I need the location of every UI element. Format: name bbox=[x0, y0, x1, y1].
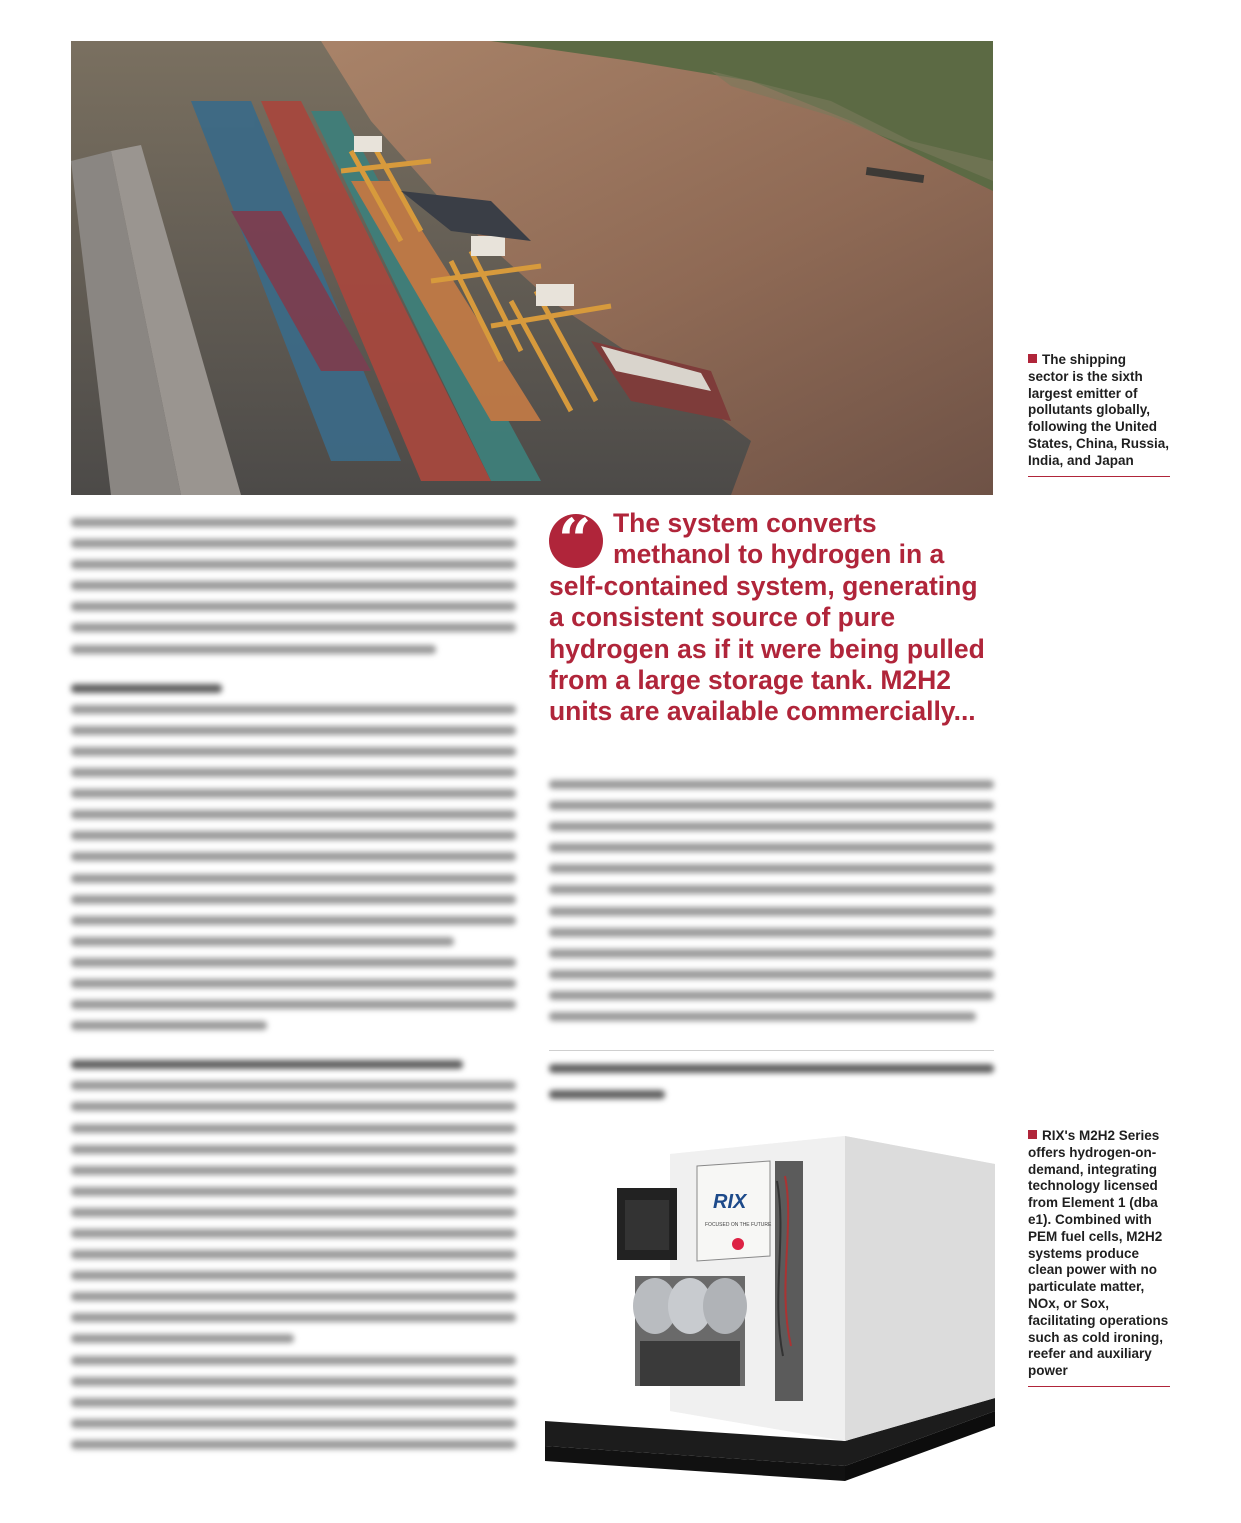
caption-marker bbox=[1028, 354, 1037, 363]
pull-quote-text: The system converts methanol to hydrogen in a self-contained system, generating a consistent source of pure hydrogen as if it were being pulled from a large storage tank. M2H2 units are available commercially... bbox=[549, 508, 985, 727]
rix-tagline-text: FOCUSED ON THE FUTURE bbox=[705, 1222, 772, 1228]
body-column-right bbox=[549, 780, 994, 1033]
hero-photo bbox=[71, 41, 993, 495]
contact-line bbox=[549, 1064, 994, 1111]
photo-caption-shipping bbox=[1028, 352, 1170, 477]
caption-text: RIX's M2H2 Series offers hydrogen-on-demand, integrating technology licensed from Element 1 (dba e1). Combined with PEM fuel cells, M2H2 systems produce clean power with no particulate matter, NOx, or Sox, facilitating operations such as cold ironing, reefer and auxiliary power bbox=[1028, 1128, 1169, 1379]
section-divider bbox=[549, 1050, 994, 1051]
m2h2-unit-photo bbox=[545, 1136, 997, 1506]
caption-marker bbox=[1028, 1130, 1037, 1139]
photo-caption-rix bbox=[1028, 1128, 1170, 1387]
caption-text: The shipping sector is the sixth largest emitter of pollutants globally, following the United States, China, Russia, India, and Japan bbox=[1028, 352, 1170, 468]
pull-quote bbox=[549, 508, 989, 728]
body-column-left bbox=[71, 518, 516, 1461]
m2h2-unit-illustration bbox=[545, 1136, 997, 1506]
port-aerial-illustration bbox=[71, 41, 993, 495]
quote-mark-icon: “ bbox=[549, 514, 603, 568]
emergency-stop-button bbox=[732, 1238, 744, 1250]
rix-logo-text: RIX bbox=[713, 1191, 747, 1213]
